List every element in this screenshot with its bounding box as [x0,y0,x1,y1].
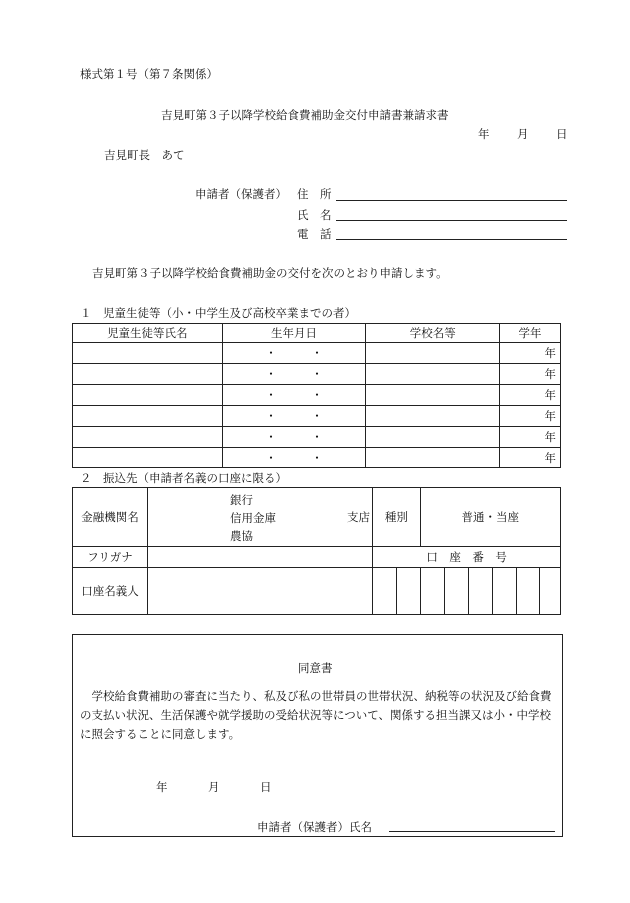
consent-box [72,634,563,837]
grade-cell[interactable]: 年 [500,406,561,427]
account-digit-cell[interactable] [420,568,444,615]
holder-label: 口座名義人 [73,568,148,615]
section1-heading: １ 児童生徒等（小・中学生及び高校卒業までの者） [80,306,356,320]
holder-cell[interactable] [148,568,373,615]
address-label: 住 所 [297,187,332,201]
school-cell[interactable] [366,406,500,427]
school-cell[interactable] [366,448,500,468]
consent-body: 学校給食費補助の審査に当たり、私及び私の世帯員の世帯状況、納税等の状況及び給食費の支払い状況、生活保護や就学援助の受給状況等について、関係する担当課又は小・中学校に照会することに同意します。 [80,689,552,741]
account-digit-cell[interactable] [468,568,492,615]
grade-cell[interactable]: 年 [500,364,561,385]
account-digit-cell[interactable] [397,568,420,615]
phone-label: 電 話 [297,227,332,241]
grade-cell[interactable]: 年 [500,343,561,364]
dob-cell[interactable]: ・ ・ [222,343,366,364]
header-dob: 生年月日 [222,324,366,343]
applicant-label: 申請者（保護者） [195,187,287,201]
credit-union-option: 信用金庫 [230,511,276,525]
table-row [73,385,561,406]
school-cell[interactable] [366,364,500,385]
consent-month-label: 月 [208,780,220,794]
school-cell[interactable] [366,427,500,448]
student-name-cell[interactable] [73,343,223,364]
student-name-cell[interactable] [73,427,223,448]
table-row [73,448,561,468]
institution-cell[interactable] [148,488,373,547]
table-row [73,427,561,448]
addressee: 吉見町長 あて [104,148,185,162]
table-row [73,343,561,364]
header-school: 学校名等 [366,324,500,343]
header-student-name: 児童生徒等氏名 [73,324,223,343]
account-digit-cell[interactable] [444,568,468,615]
consent-title: 同意書 [298,661,333,675]
consent-day-label: 日 [260,780,272,794]
student-name-cell[interactable] [73,385,223,406]
name-field[interactable] [336,220,567,221]
section2-heading: ２ 振込先（申請者名義の口座に限る） [80,471,287,485]
page-title: 吉見町第３子以降学校給食費補助金交付申請書兼請求書 [161,108,449,122]
account-type-label: 種別 [373,488,420,547]
intro-text: 吉見町第３子以降学校給食費補助金の交付を次のとおり申請します。 [92,266,448,280]
students-table [72,323,561,468]
bank-option: 銀行 [230,493,253,507]
school-cell[interactable] [366,385,500,406]
dob-cell[interactable]: ・ ・ [222,448,366,468]
grade-cell[interactable]: 年 [500,448,561,468]
header-grade: 学年 [500,324,561,343]
table-row [73,364,561,385]
grade-cell[interactable]: 年 [500,385,561,406]
account-digit-cell[interactable] [516,568,539,615]
phone-field[interactable] [336,239,567,240]
date-day-label: 日 [556,127,568,141]
date-year-label: 年 [478,127,490,141]
dob-cell[interactable]: ・ ・ [222,364,366,385]
grade-cell[interactable]: 年 [500,427,561,448]
student-name-cell[interactable] [73,406,223,427]
account-digit-cell[interactable] [492,568,516,615]
account-number-label: 口 座 番 号 [373,547,561,568]
table-row [73,406,561,427]
signature-label: 申請者（保護者）氏名 [257,820,372,834]
institution-label: 金融機関名 [73,488,148,547]
school-cell[interactable] [366,343,500,364]
account-digit-cell[interactable] [539,568,560,615]
date-month-label: 月 [517,127,529,141]
signature-field[interactable] [389,831,555,832]
dob-cell[interactable]: ・ ・ [222,406,366,427]
branch-label: 支店 [347,510,370,524]
consent-year-label: 年 [156,780,168,794]
dob-cell[interactable]: ・ ・ [222,427,366,448]
furigana-label: フリガナ [73,547,148,568]
name-label: 氏 名 [297,208,332,222]
account-digit-cell[interactable] [373,568,397,615]
bank-table [72,487,561,615]
dob-cell[interactable]: ・ ・ [222,385,366,406]
student-name-cell[interactable] [73,364,223,385]
agri-coop-option: 農協 [230,529,253,543]
furigana-cell[interactable] [148,547,373,568]
form-number: 様式第１号（第７条関係） [80,67,218,81]
address-field[interactable] [336,200,567,201]
account-type-options[interactable]: 普通・当座 [420,488,560,547]
student-name-cell[interactable] [73,448,223,468]
